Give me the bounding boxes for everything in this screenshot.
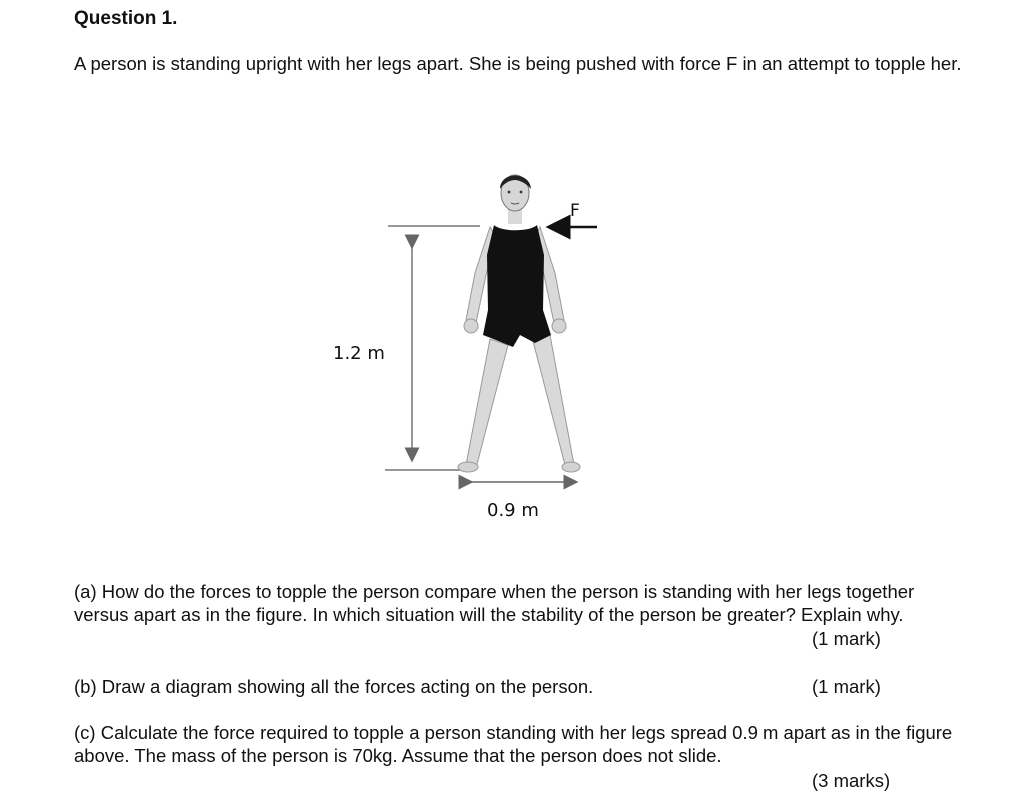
- question-a-marks: (1 mark): [812, 628, 881, 649]
- question-c-text: (c) Calculate the force required to topple a person standing with her legs spread 0.9 m apart as in the figure above. The mass of the person is 70kg. Assume that the person does not slide.: [74, 722, 953, 766]
- question-intro: A person is standing upright with her legs apart. She is being pushed with force F in an attempt to topple her.: [74, 53, 962, 74]
- person-figure: [330, 165, 630, 525]
- right-foot: [562, 462, 580, 472]
- left-leg: [466, 339, 508, 468]
- force-label: F: [570, 201, 580, 221]
- swimsuit: [483, 225, 551, 347]
- question-b-marks: (1 mark): [812, 676, 881, 697]
- right-eye: [520, 191, 523, 194]
- right-leg: [533, 335, 574, 465]
- height-label: 1.2 m: [333, 343, 385, 364]
- question-b-text: (b) Draw a diagram showing all the forces acting on the person.: [74, 676, 594, 697]
- person-illustration: [458, 175, 580, 472]
- question-a-text: (a) How do the forces to topple the person compare when the person is standing with her legs together versus apart as in the figure. In which situation will the stability of the person be greater? Explain why.: [74, 581, 915, 625]
- question-c-marks: (3 marks): [812, 770, 891, 791]
- left-foot: [458, 462, 478, 472]
- question-title: Question 1.: [74, 8, 178, 29]
- left-hand: [464, 319, 478, 333]
- left-eye: [508, 191, 511, 194]
- width-label: 0.9 m: [487, 500, 539, 521]
- right-hand: [552, 319, 566, 333]
